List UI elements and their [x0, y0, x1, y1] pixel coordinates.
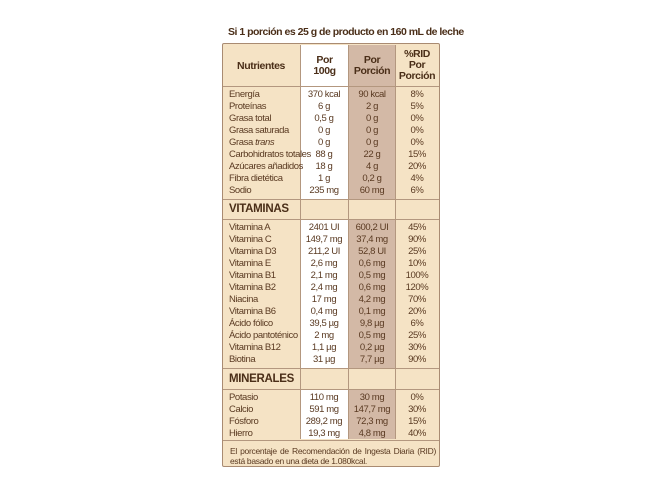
rid-value: 25%: [408, 246, 426, 257]
portion-value: 72,3 mg: [356, 416, 388, 427]
portion-value: 0 g: [365, 113, 378, 124]
portion-value: 0,5 mg: [358, 270, 386, 281]
portion-value: 0,6 mg: [358, 258, 386, 269]
rid-value: 100%: [405, 270, 429, 281]
table-row: [0, 89, 660, 100]
per100-value: 591 mg: [309, 404, 339, 415]
portion-value: 0 g: [365, 137, 378, 148]
rid-value: 30%: [408, 342, 426, 353]
rid-header-line3: Porción: [398, 70, 436, 82]
table-row: [0, 234, 660, 245]
nutrient-name: Grasa total: [229, 113, 272, 124]
rid-value: 0%: [410, 113, 424, 124]
nutrient-name: Grasa saturada: [229, 125, 289, 136]
per100-value: 17 mg: [311, 294, 337, 305]
vitamin-name: Vitamina E: [229, 258, 271, 269]
portion-value: 600,2 UI: [355, 222, 389, 233]
per100-value: 2401 UI: [308, 222, 340, 233]
rid-value: 6%: [410, 318, 424, 329]
vitamin-name: Vitamina A: [229, 222, 271, 233]
per100-value: 0,4 mg: [310, 306, 338, 317]
per100-value: 1,1 µg: [311, 342, 337, 353]
rid-header-line2: Por: [408, 59, 426, 71]
minerals-title: MINERALES: [229, 373, 295, 385]
rid-value: 15%: [408, 416, 426, 427]
portion-value: 0,2 µg: [359, 342, 385, 353]
per100-value: 289,2 mg: [305, 416, 343, 427]
vitamin-name: Vitamina C: [229, 234, 272, 245]
table-row: [0, 404, 660, 415]
table-row: [0, 282, 660, 293]
rid-header: [396, 49, 438, 82]
nutrients-header: Nutrientes: [237, 60, 285, 72]
serving-caption: Si 1 porción es 25 g de producto en 160 mL de leche: [228, 26, 464, 38]
portion-value: 4,2 mg: [358, 294, 386, 305]
per100-value: 149,7 mg: [305, 234, 343, 245]
nutrient-name-prefix: Grasa: [229, 137, 256, 148]
header-divider: [223, 86, 439, 87]
nutrient-name: Azúcares añadidos: [229, 161, 304, 172]
table-row: [0, 185, 660, 196]
portion-header-line1: Por: [363, 54, 381, 66]
mineral-name: Fósforo: [229, 416, 259, 427]
table-row: [0, 137, 660, 148]
rid-value: 5%: [410, 101, 424, 112]
section-divider: [223, 368, 439, 369]
nutrient-name: Carbohidratos totales: [229, 149, 311, 160]
rid-value: 90%: [408, 354, 426, 365]
per100-value: 2,4 mg: [310, 282, 338, 293]
nutrient-name: Fibra dietética: [229, 173, 283, 184]
section-divider: [223, 219, 439, 220]
table-row: [0, 392, 660, 403]
nutrient-name: Proteínas: [229, 101, 267, 112]
table-row: [0, 270, 660, 281]
vitamin-name: Vitamina D3: [229, 246, 277, 257]
portion-value: 30 mg: [359, 392, 385, 403]
vitamins-title: VITAMINAS: [229, 203, 289, 215]
nutrient-name-italic: trans: [255, 137, 275, 148]
rid-value: 45%: [408, 222, 426, 233]
table-row: [0, 101, 660, 112]
vitamin-name: Ácido pantoténico: [229, 330, 298, 341]
rid-value: 8%: [410, 89, 424, 100]
portion-value: 147,7 mg: [353, 404, 391, 415]
portion-value: 4,8 mg: [358, 428, 386, 439]
nutrient-name: Energía: [229, 89, 260, 100]
rid-value: 6%: [410, 185, 424, 196]
table-row: [0, 354, 660, 365]
vitamin-name: Vitamina B12: [229, 342, 281, 353]
per100-value: 0 g: [317, 125, 330, 136]
table-row: [0, 113, 660, 124]
rid-value: 90%: [408, 234, 426, 245]
portion-value: 0,5 mg: [358, 330, 386, 341]
portion-value: 22 g: [363, 149, 381, 160]
per100-value: 31 µg: [313, 354, 335, 365]
portion-value: 52,8 UI: [358, 246, 386, 257]
table-row: [0, 125, 660, 136]
per100-value: 19,3 mg: [308, 428, 340, 439]
footnote-divider: [223, 440, 439, 441]
portion-header-line2: Porción: [353, 65, 391, 77]
table-row: [0, 294, 660, 305]
per100-value: 0,5 g: [314, 113, 334, 124]
rid-value: 70%: [408, 294, 426, 305]
rid-value: 0%: [410, 125, 424, 136]
per100-value: 370 kcal: [307, 89, 341, 100]
portion-value: 2 g: [365, 101, 378, 112]
portion-value: 90 kcal: [358, 89, 386, 100]
table-row: [0, 161, 660, 172]
section-divider: [223, 199, 439, 200]
rid-value: 15%: [408, 149, 426, 160]
per100-value: 1 g: [317, 173, 330, 184]
per100-value: 110 mg: [309, 392, 339, 403]
per100-value: 211,2 UI: [307, 246, 340, 257]
per100-value: 39,5 µg: [309, 318, 339, 329]
table-row: [0, 416, 660, 427]
vitamin-name: Niacina: [229, 294, 258, 305]
nutrient-name: [229, 137, 274, 148]
per100-value: 88 g: [315, 149, 333, 160]
rid-value: 30%: [408, 404, 426, 415]
table-row: [0, 342, 660, 353]
vitamin-name: Vitamina B1: [229, 270, 276, 281]
rid-value: 4%: [410, 173, 424, 184]
rid-value: 25%: [408, 330, 426, 341]
rid-value: 120%: [405, 282, 429, 293]
portion-value: 37,4 mg: [356, 234, 388, 245]
per100-value: 2,1 mg: [310, 270, 338, 281]
vitamin-name: Biotina: [229, 354, 256, 365]
rid-header-line1: %RID: [404, 48, 430, 60]
rid-footnote: El porcentaje de Recomendación de Ingesta Diaria (RID) está basado en una dieta de 1.080kcal.: [230, 446, 436, 466]
per100-value: 2,6 mg: [310, 258, 338, 269]
mineral-name: Hierro: [229, 428, 253, 439]
per100-value: 2 mg: [314, 330, 334, 341]
rid-value: 10%: [408, 258, 426, 269]
table-row: [0, 330, 660, 341]
portion-header: [349, 55, 395, 77]
per100-value: 0 g: [317, 137, 330, 148]
mineral-name: Potasio: [229, 392, 258, 403]
rid-value: 40%: [408, 428, 426, 439]
portion-value: 4 g: [365, 161, 378, 172]
portion-value: 0,6 mg: [358, 282, 386, 293]
nutrient-name: Sodio: [229, 185, 252, 196]
portion-value: 7,7 µg: [359, 354, 385, 365]
per100-header: [301, 55, 348, 77]
rid-value: 0%: [410, 392, 424, 403]
portion-value: 60 mg: [359, 185, 385, 196]
table-row: [0, 149, 660, 160]
portion-value: 9,8 µg: [359, 318, 385, 329]
section-divider: [223, 389, 439, 390]
per100-header-line2: 100g: [313, 65, 336, 77]
portion-value: 0,1 mg: [358, 306, 386, 317]
portion-value: 0 g: [365, 125, 378, 136]
per100-value: 18 g: [315, 161, 333, 172]
table-row: [0, 246, 660, 257]
table-row: [0, 428, 660, 439]
table-row: [0, 306, 660, 317]
portion-value: 0,2 g: [362, 173, 382, 184]
per100-value: 6 g: [317, 101, 330, 112]
table-row: [0, 318, 660, 329]
vitamin-name: Ácido fólico: [229, 318, 273, 329]
vitamin-name: Vitamina B6: [229, 306, 276, 317]
mineral-name: Calcio: [229, 404, 253, 415]
rid-value: 0%: [410, 137, 424, 148]
rid-value: 20%: [408, 306, 426, 317]
rid-value: 20%: [408, 161, 426, 172]
per100-value: 235 mg: [309, 185, 339, 196]
table-row: [0, 258, 660, 269]
per100-header-line1: Por: [316, 54, 333, 66]
table-row: [0, 173, 660, 184]
table-row: [0, 222, 660, 233]
vitamin-name: Vitamina B2: [229, 282, 276, 293]
